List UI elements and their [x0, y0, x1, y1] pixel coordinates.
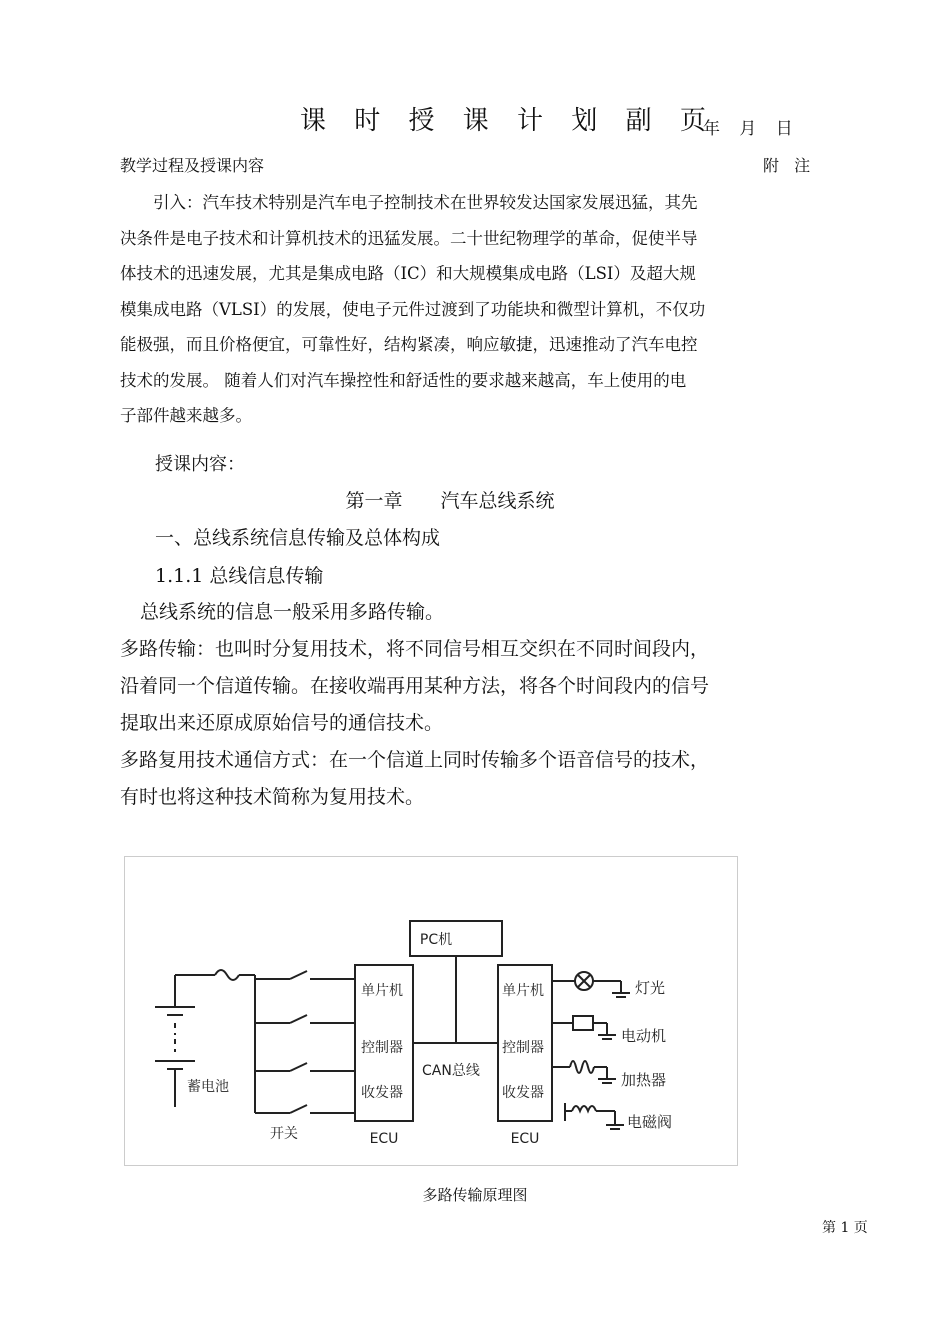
battery-label: 蓄电池	[187, 1079, 229, 1095]
intro-paragraph	[120, 185, 750, 434]
figure-caption: 多路传输原理图	[422, 1186, 528, 1204]
intro-line: 技术的发展。 随着人们对汽车操控性和舒适性的要求越来越高，车上使用的电	[120, 370, 687, 390]
content-label: 授课内容：	[155, 454, 245, 475]
body-paragraph: 多路复用技术通信方式：在一个信道上同时传输多个语音信号的技术，	[120, 749, 710, 771]
intro-line: 子部件越来越多。	[120, 406, 252, 425]
intro-line: 能极强，而且价格便宜，可靠性好，结构紧凑，响应敏捷，迅速推动了汽车电控	[120, 335, 698, 354]
can-bus-label: CAN总线	[422, 1063, 480, 1079]
body-paragraph: 有时也将这种技术简称为复用技术。	[120, 786, 425, 808]
load-label-motor: 电动机	[621, 1027, 667, 1045]
body-paragraph: 总线系统的信息一般采用多路传输。	[140, 601, 445, 623]
switch-symbol	[290, 971, 307, 979]
ecu-right-label: ECU	[510, 1131, 540, 1147]
load-label-solenoid: 电磁阀	[627, 1113, 673, 1131]
intro-line: 引入：汽车技术特别是汽车电子控制技术在世界较发达国家发展迅猛，其先	[153, 193, 698, 212]
intro-line: 体技术的迅速发展，尤其是集成电路（IC）和大规模集成电路（LSI）及超大规	[120, 264, 696, 283]
switch-symbol	[290, 1015, 307, 1023]
pc-label: PC机	[419, 932, 453, 948]
ecu-right-line: 收发器	[502, 1085, 544, 1101]
ecu-left-line: 收发器	[361, 1085, 403, 1101]
intro-line: 决条件是电子技术和计算机技术的迅猛发展。二十世纪物理学的革命，促使半导	[120, 228, 698, 248]
subsection-title: 1.1.1 总线信息传输	[155, 565, 324, 587]
process-content-label: 教学过程及授课内容	[120, 156, 265, 175]
intro-line: 模集成电路（VLSI）的发展，使电子元件过渡到了功能块和微型计算机，不仅功	[120, 299, 706, 319]
section-title: 一、总线系统信息传输及总体构成	[155, 527, 441, 549]
multiplex-diagram	[124, 856, 738, 1166]
ecu-left-label: ECU	[369, 1131, 399, 1147]
page-title: 课 时 授 课 计 划 副 页	[300, 106, 716, 136]
ecu-right-line: 控制器	[502, 1040, 544, 1056]
body-paragraph: 多路传输：也叫时分复用技术，将不同信号相互交织在不同时间段内，	[120, 638, 710, 660]
page-number: 第 1 页	[822, 1220, 868, 1236]
ecu-left-line: 单片机	[361, 983, 403, 999]
heater-symbol	[570, 1061, 594, 1073]
switch-symbol	[290, 1063, 307, 1071]
switch-symbol	[290, 1105, 307, 1113]
date-field: 年 月 日	[703, 119, 793, 139]
solenoid-symbol	[572, 1106, 596, 1111]
load-label-heater: 加热器	[621, 1071, 667, 1089]
load-label-light: 灯光	[635, 979, 666, 997]
multiplex-diagram-svg	[125, 857, 737, 1165]
body-paragraph: 提取出来还原成原始信号的通信技术。	[120, 712, 444, 734]
fuse-symbol	[215, 970, 239, 980]
chapter-title: 第一章 汽车总线系统	[345, 490, 555, 512]
body-paragraph: 沿着同一个信道传输。在接收端再用某种方法，将各个时间段内的信号	[120, 675, 710, 697]
ecu-left-line: 控制器	[361, 1040, 403, 1056]
motor-symbol	[573, 1016, 593, 1030]
notes-label: 附 注	[763, 156, 811, 175]
ecu-right-line: 单片机	[502, 983, 544, 999]
switch-label: 开关	[270, 1126, 298, 1142]
